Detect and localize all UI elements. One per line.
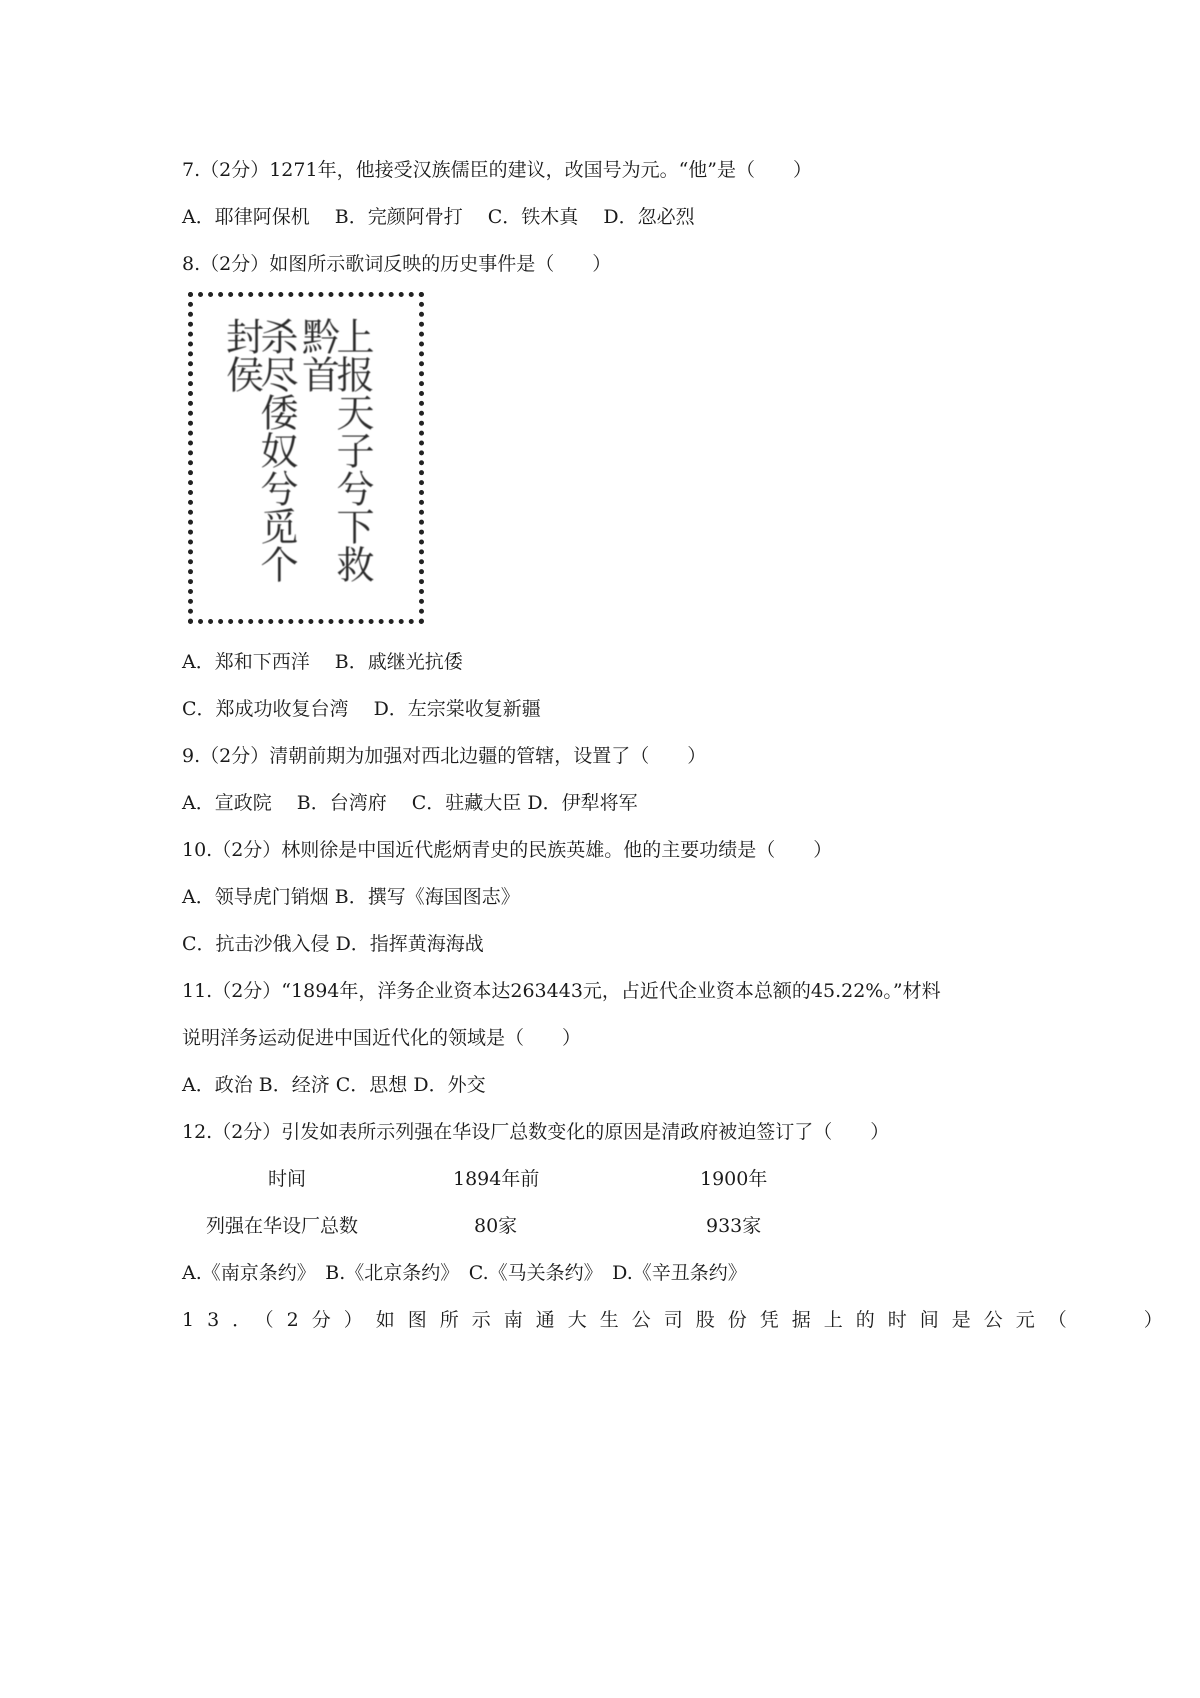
q7-stem: 7.（2分）1271年，他接受汉族儒臣的建议，改国号为元。“他”是（ ） bbox=[182, 159, 812, 181]
q11-stem-line2: 说明洋务运动促进中国近代化的领域是（ ） bbox=[182, 1027, 582, 1049]
q12-table-cell-before-1894: 80家 bbox=[474, 1215, 518, 1237]
q12-options: A.《南京条约》 B.《北京条约》 C.《马关条约》 D.《辛丑条约》 bbox=[182, 1262, 747, 1284]
q11-options: A．政治 B．经济 C．思想 D．外交 bbox=[182, 1074, 486, 1096]
q8-lyrics-image bbox=[188, 292, 424, 624]
q12-stem: 12.（2分）引发如表所示列强在华设厂总数变化的原因是清政府被迫签订了（ ） bbox=[182, 1121, 890, 1143]
q8-options-line1: A．郑和下西洋 B．戚继光抗倭 bbox=[182, 651, 463, 673]
q8-stem: 8.（2分）如图所示歌词反映的历史事件是（ ） bbox=[182, 253, 612, 275]
q13-stem: 13．（2分）如图所示南通大生公司股份凭据上的时间是公元（ ） bbox=[182, 1309, 1176, 1331]
q12-table-header-1900: 1900年 bbox=[700, 1168, 768, 1190]
q9-options: A．宣政院 B．台湾府 C．驻藏大臣 D．伊犁将军 bbox=[182, 792, 638, 814]
q10-options-line2: C．抗击沙俄入侵 D．指挥黄海海战 bbox=[182, 933, 484, 955]
q12-table-header-before-1894: 1894年前 bbox=[453, 1168, 540, 1190]
q8-lyrics-left-column: 杀尽倭奴兮觅个封侯 bbox=[219, 317, 298, 583]
q9-stem: 9.（2分）清朝前期为加强对西北边疆的管辖，设置了（ ） bbox=[182, 745, 707, 767]
q8-lyrics-right-column: 上报天子兮下救黔首 bbox=[295, 317, 374, 583]
q12-table-row-label: 列强在华设厂总数 bbox=[206, 1215, 359, 1237]
q8-options-line2: C．郑成功收复台湾 D．左宗棠收复新疆 bbox=[182, 698, 541, 720]
q12-table-header-time: 时间 bbox=[268, 1168, 307, 1190]
q10-stem: 10.（2分）林则徐是中国近代彪炳青史的民族英雄。他的主要功绩是（ ） bbox=[182, 839, 833, 861]
q10-options-line1: A．领导虎门销烟 B．撰写《海国图志》 bbox=[182, 886, 520, 908]
q11-stem-line1: 11.（2分）“1894年，洋务企业资本达263443元，占近代企业资本总额的45.22%。”材料 bbox=[182, 980, 941, 1002]
q12-table-cell-1900: 933家 bbox=[706, 1215, 762, 1237]
q7-options: A．耶律阿保机 B．完颜阿骨打 C．铁木真 D．忽必烈 bbox=[182, 206, 695, 228]
